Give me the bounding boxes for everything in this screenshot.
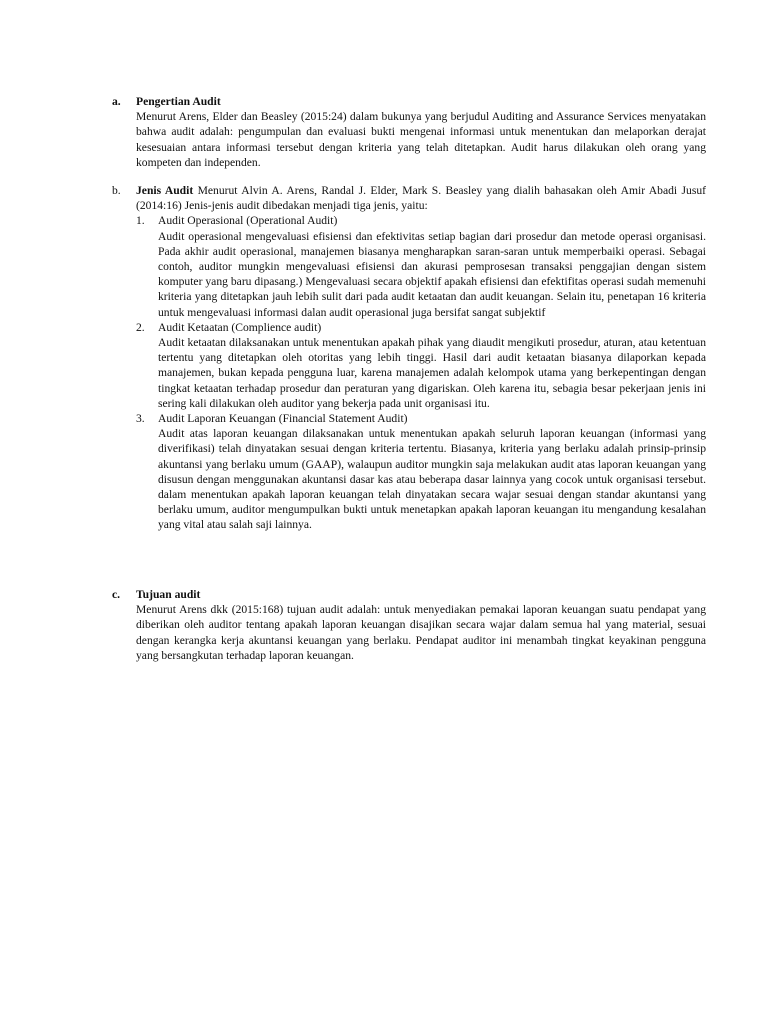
list-item-number: 1. [136,214,145,228]
section-marker: a. [112,95,121,108]
list-item-title: Audit Laporan Keuangan (Financial Statement Audit) [158,412,408,426]
section-content [136,94,706,170]
list-item-financial-statement-audit [136,411,706,533]
section-content [136,587,706,663]
section-pengertian-audit [112,94,706,170]
section-intro-text: Menurut Alvin A. Arens, Randal J. Elder, Mark S. Beasley yang dialih bahasakan oleh Amir Abadi Jusuf (2014:16) Jenis-jenis audit dibedakan menjadi tiga jenis, yaitu: [136,184,706,213]
list-item-title: Audit Operasional (Operational Audit) [158,214,338,228]
section-paragraph: Menurut Arens dkk (2015:168) tujuan audit adalah: untuk menyediakan pemakai laporan keuangan suatu pendapat yang diberikan oleh auditor tentang apakah laporan keuangan disajikan secara wajar dalam semua hal yang material, sesuai dengan kerangka kerja akuntansi keuangan yang berlaku. Pendapat auditor ini menambah tingkat keyakinan pengguna yang bersangkutan terhadap laporan keuangan. [136,603,706,662]
section-heading: Jenis Audit [136,184,194,197]
section-heading: Pengertian Audit [136,95,221,108]
section-tujuan-audit [112,587,706,663]
list-item-number: 2. [136,320,145,334]
list-item-operational-audit [136,213,706,319]
list-item-body: Audit ketaatan dilaksanakan untuk menentukan apakah pihak yang diaudit mengikuti prosedur, aturan, atau ketentuan tertentu yang ditetapkan oleh otoritas yang lebih tinggi. Hasil dari audit ketaatan biasanya dilaporkan kepada manajemen, bukan kepada pengguna luar, karena manajemen adalah kelompok utama yang berkepentingan dengan tingkat ketaatan terhadap prosedur dan peraturan yang digariskan. Oleh karena itu, sebagia besar pekerjaan jenis ini sering kali dilakukan oleh auditor yang bekerja pada unit organisasi itu. [158,336,706,410]
section-paragraph: Menurut Arens, Elder dan Beasley (2015:24) dalam bukunya yang berjudul Auditing and Assurance Services menyatakan bahwa audit adalah: pengumpulan dan evaluasi bukti mengenai informasi untuk menentukan dan melaporkan derajat kesesuaian antara informasi tersebut dengan kriteria yang telah ditetapkan. Audit harus dilakukan oleh orang yang kompeten dan independen. [136,110,706,169]
list-item-title: Audit Ketaatan (Complience audit) [158,320,322,334]
list-item-compliance-audit [136,320,706,411]
audit-types-list [136,213,706,532]
list-item-body: Audit operasional mengevaluasi efisiensi dan efektivitas setiap bagian dari prosedur dan metode operasi organisasi. Pada akhir audit operasional, manajemen biasanya mengharapkan saran-saran untuk memperbaiki operasi. Sebagai contoh, auditor mungkin mengevaluasi efisiensi dan akurasi pemprosesan transaksi penggajian dengan sistem komputer yang baru dipasang.) Mengevaluasi secara objektif apakah efisiensi dan efektifitas operasi sudah memenuhi kriteria yang ditetapkan jauh lebih sulit dari pada audit ketaatan dan audit keuangan. Selain itu, penetapan 16 kriteria untuk mengevaluasi informasi dalan audit operasional juga bersifat sangat subjektif [158,229,706,319]
section-marker: b. [112,184,121,197]
section-marker: c. [112,588,121,601]
list-item-body: Audit atas laporan keuangan dilaksanakan untuk menentukan apakah seluruh laporan keuangan (informasi yang diverifikasi) telah dinyatakan sesuai dengan kriteria tertentu. Biasanya, kriteria yang berlaku adalah prinsip-prinsip akuntansi yang berlaku umum (GAAP), walaupun auditor mungkin saja melakukan audit atas laporan keuangan yang disusun dengan menggunakan akuntansi dasar kas atau beberapa dasar lainnya yang cocok untuk organisasi tersebut. dalam menentukan apakah laporan keuangan telah dinyatakan secara wajar sesuai dengan standar akuntansi yang berlaku umum, auditor mengumpulkan bukti untuk menetapkan apakah laporan keuangan itu mengandung kesalahan yang vital atau salah saji lainnya. [158,427,706,532]
list-item-number: 3. [136,412,145,426]
section-intro-paragraph [136,183,706,213]
section-jenis-audit [112,183,706,533]
section-heading: Tujuan audit [136,588,201,601]
section-content [136,183,706,533]
